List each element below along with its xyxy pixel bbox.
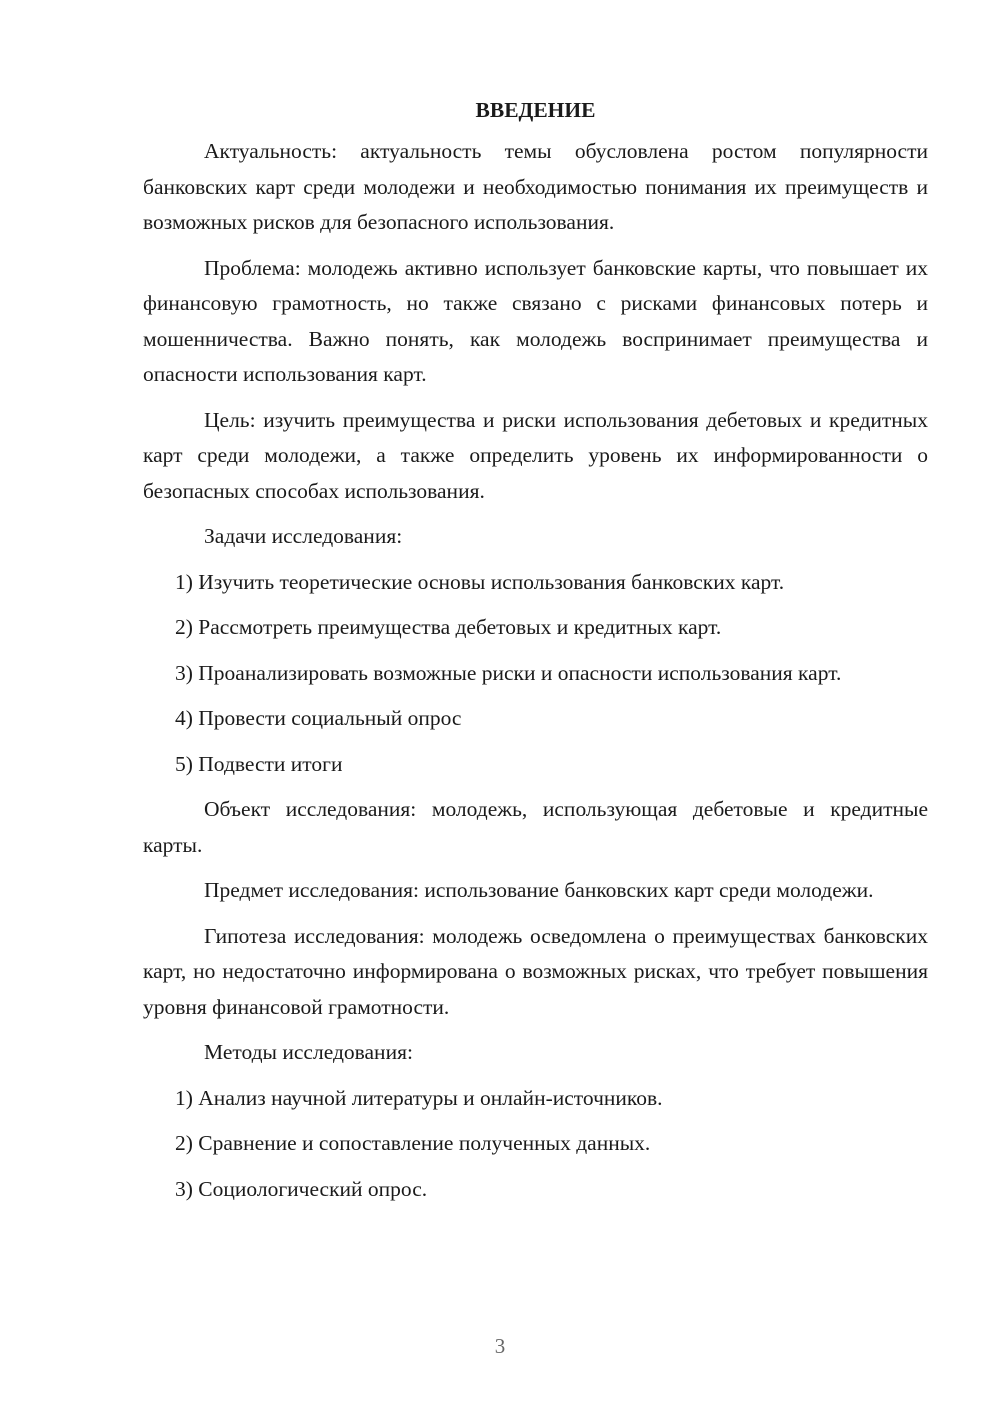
method-item: 2) Сравнение и сопоставление полученных данных. — [175, 1131, 651, 1155]
paragraph-goal: Цель: изучить преимущества и риски использования дебетовых и кредитных карт среди молодежи, а также определить уровень их информированности о безопасных способах использования. — [143, 407, 928, 503]
page-title: ВВЕДЕНИЕ — [475, 98, 596, 122]
paragraph-relevance: Актуальность: актуальность темы обусловлена ростом популярности банковских карт среди молодежи и необходимостью понимания их преимуществ и возможных рисков для безопасного использования. — [143, 139, 928, 234]
task-item: 3) Проанализировать возможные риски и опасности использования карт. — [175, 660, 842, 685]
method-item: 1) Анализ научной литературы и онлайн-источников. — [175, 1085, 663, 1110]
document-page — [143, 92, 928, 1217]
task-item: 4) Провести социальный опрос — [175, 706, 462, 730]
methods-heading: Методы исследования: — [204, 1040, 413, 1064]
task-item: 2) Рассмотреть преимущества дебетовых и кредитных карт. — [175, 615, 722, 639]
page-number: 3 — [494, 1334, 506, 1358]
paragraph-object: Объект исследования: молодежь, использующая дебетовые и кредитные карты. — [143, 797, 928, 857]
method-item: 3) Социологический опрос. — [175, 1176, 428, 1201]
paragraph-problem: Проблема: молодежь активно использует банковские карты, что повышает их финансовую грамотность, но также связано с рисками финансовых потерь и мошенничества. Важно понять, как молодежь воспринимает преимущества и опасности использования карт. — [143, 255, 928, 386]
paragraph-hypothesis: Гипотеза исследования: молодежь осведомлена о преимуществах банковских карт, но недостаточно информирована о возможных рисках, что требует повышения уровня финансовой грамотности. — [143, 923, 928, 1019]
task-item: 5) Подвести итоги — [175, 751, 343, 776]
tasks-heading: Задачи исследования: — [204, 524, 403, 548]
task-item: 1) Изучить теоретические основы использования банковских карт. — [175, 569, 785, 594]
paragraph-subject: Предмет исследования: использование банковских карт среди молодежи. — [204, 878, 874, 902]
